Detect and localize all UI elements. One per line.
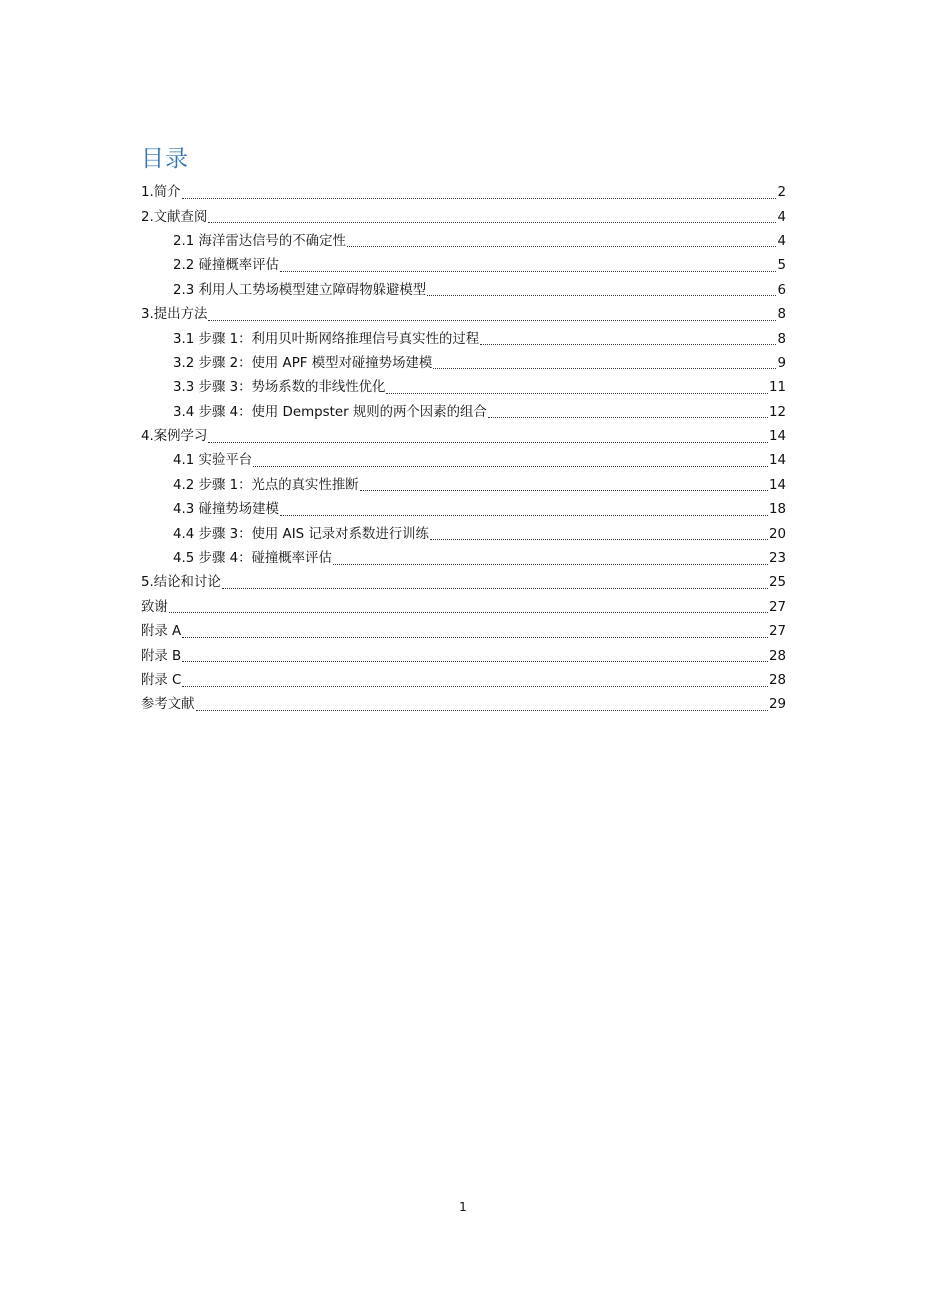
toc-entry-page: 25 [768,575,786,591]
toc-entry[interactable] [141,571,786,595]
toc-entry-label: 4.5 步骤 4：碰撞概率评估 [173,551,332,567]
toc-entry[interactable] [141,279,786,303]
toc-dot-leader [208,320,776,321]
toc-dot-leader [347,246,777,247]
toc-entry[interactable] [141,449,786,473]
toc-entry-label: 3.提出方法 [141,307,208,323]
toc-entry[interactable] [141,644,786,668]
toc-entry[interactable] [141,620,786,644]
toc-entry[interactable] [141,669,786,693]
toc-entry-page: 11 [768,380,786,396]
toc-dot-leader [386,393,768,394]
toc-entry-page: 5 [777,258,786,274]
toc-title: 目录 [141,146,189,172]
toc-entry-label: 3.1 步骤 1：利用贝叶斯网络推理信号真实性的过程 [173,331,480,347]
table-of-contents [141,181,786,718]
toc-dot-leader [427,295,776,296]
toc-entry-label: 5.结论和讨论 [141,575,221,591]
toc-entry-label: 附录 B [141,648,182,664]
toc-dot-leader [333,564,768,565]
toc-entry-page: 2 [777,185,786,201]
toc-entry[interactable] [141,327,786,351]
toc-dot-leader [488,417,768,418]
toc-entry-label: 2.2 碰撞概率评估 [173,258,279,274]
toc-entry-page: 29 [768,697,786,713]
toc-entry-page: 9 [777,355,786,371]
toc-dot-leader [280,515,768,516]
toc-entry[interactable] [141,547,786,571]
toc-entry[interactable] [141,303,786,327]
toc-entry[interactable] [141,352,786,376]
toc-dot-leader [169,612,768,613]
toc-dot-leader [182,198,777,199]
toc-entry-label: 1.简介 [141,185,181,201]
toc-entry-label: 致谢 [141,599,168,615]
toc-entry-page: 14 [768,477,786,493]
toc-dot-leader [480,344,776,345]
toc-entry-label: 4.2 步骤 1：光点的真实性推断 [173,477,359,493]
toc-dot-leader [182,661,768,662]
toc-entry[interactable] [141,230,786,254]
toc-entry-page: 20 [768,526,786,542]
toc-entry-label: 2.文献查阅 [141,209,208,225]
toc-entry[interactable] [141,693,786,717]
toc-entry-page: 27 [768,624,786,640]
toc-entry[interactable] [141,376,786,400]
toc-dot-leader [360,490,768,491]
toc-entry-label: 附录 C [141,673,182,688]
toc-dot-leader [196,710,768,711]
toc-entry[interactable] [141,596,786,620]
toc-entry-label: 4.4 步骤 3：使用 AIS 记录对系数进行训练 [173,526,429,542]
toc-entry[interactable] [141,425,786,449]
toc-entry-page: 28 [768,673,786,688]
toc-entry[interactable] [141,498,786,522]
toc-entry-page: 4 [777,233,786,249]
toc-dot-leader [208,442,768,443]
toc-entry-page: 14 [768,453,786,469]
toc-entry-label: 附录 A [141,624,182,640]
toc-entry-page: 27 [768,599,786,615]
toc-dot-leader [253,466,768,467]
toc-entry[interactable] [141,254,786,278]
toc-entry-label: 2.3 利用人工势场模型建立障碍物躲避模型 [173,282,427,298]
toc-entry-page: 18 [768,502,786,518]
page-number: 1 [459,1200,467,1214]
toc-entry-page: 6 [777,282,786,298]
toc-entry[interactable] [141,522,786,546]
toc-entry-page: 23 [768,551,786,567]
toc-entry-label: 3.2 步骤 2：使用 APF 模型对碰撞势场建模 [173,355,433,371]
toc-dot-leader [182,686,768,687]
toc-entry-page: 4 [777,209,786,225]
toc-entry-label: 3.4 步骤 4：使用 Dempster 规则的两个因素的组合 [173,404,487,420]
toc-entry-page: 12 [768,404,786,420]
toc-entry-page: 8 [777,307,786,323]
toc-entry-page: 28 [768,648,786,664]
toc-dot-leader [208,222,776,223]
toc-entry[interactable] [141,401,786,425]
toc-entry-page: 14 [768,429,786,445]
toc-dot-leader [430,539,768,540]
toc-entry-label: 2.1 海洋雷达信号的不确定性 [173,233,346,249]
toc-dot-leader [222,588,768,589]
toc-entry-label: 3.3 步骤 3：势场系数的非线性优化 [173,380,386,396]
toc-entry-label: 4.案例学习 [141,429,208,445]
toc-dot-leader [433,368,776,369]
toc-entry-page: 8 [777,331,786,347]
toc-entry-label: 4.1 实验平台 [173,453,253,469]
toc-entry-label: 4.3 碰撞势场建模 [173,502,279,518]
toc-dot-leader [280,271,777,272]
toc-dot-leader [182,637,768,638]
toc-entry[interactable] [141,205,786,229]
toc-entry-label: 参考文献 [141,697,195,713]
toc-entry[interactable] [141,474,786,498]
toc-entry[interactable] [141,181,786,205]
